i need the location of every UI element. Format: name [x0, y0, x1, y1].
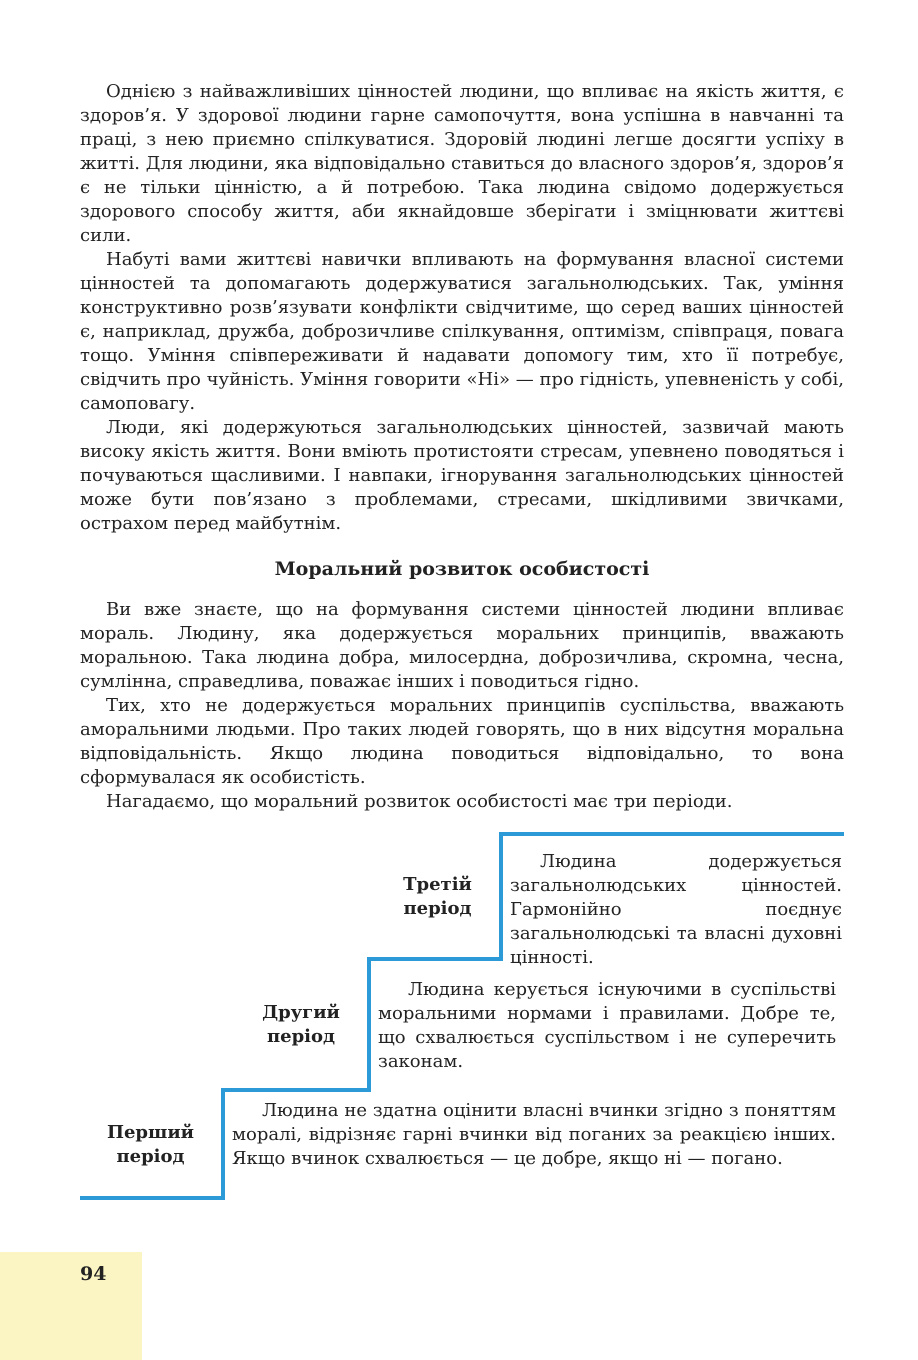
- page-number: 94: [80, 1263, 107, 1285]
- intro-paragraph-2: Набуті вами життєві навички впливають на формування власної системи цінностей та допомагають додержуватися загальнолюдських. Так, уміння конструктивно розв’язувати конфлікти свідчитиме, що серед ваших цінностей є, наприклад, дружба, доброзичливе спілкування, оптимізм, співпраця, повага тощо. Уміння співпереживати й надавати допомогу тим, хто її потребує, свідчить про чуйність. Уміння говорити «Ні» — про гідність, упевненість у собі, самоповагу.: [80, 249, 844, 414]
- second-period-label: Другий період: [262, 1002, 340, 1047]
- first-period-text: Людина не здатна оцінити власні вчинки згідно з поняттям моралі, відрізняє гарні вчинки від поганих за реакцією інших. Якщо вчинок схвалюється — це добре, якщо ні — погано.: [232, 1100, 836, 1169]
- section-paragraph-3: Нагадаємо, що моральний розвиток особистості має три періоди.: [106, 791, 733, 812]
- moral-development-stairs-diagram: [80, 832, 844, 1202]
- main-text: [80, 80, 844, 814]
- intro-paragraph-1: Однією з найважливіших цінностей людини, що впливає на якість життя, є здоров’я. У здорової людини гарне самопочуття, вона успішна в навчанні та праці, з нею приємно спілкуватися. Здоровій людині легше досягти успіху в житті. Для людини, яка відповідально ставиться до власного здоров’я, здоров’я є не тільки цінністю, а й потребою. Така людина свідомо додержується здорового способу життя, аби якнайдовше зберігати і зміцнювати життєві сили.: [80, 81, 844, 246]
- section-heading: Моральний розвиток особистості: [274, 558, 650, 580]
- second-period-text: Людина керується існуючими в суспільстві моральними нормами і правилами. Добре те, що схвалюється суспільством і не суперечить законам.: [378, 979, 836, 1072]
- first-period-label: Перший період: [106, 1122, 195, 1167]
- third-period-label: Третій період: [403, 874, 472, 919]
- page-corner-tab: [0, 1252, 142, 1360]
- intro-paragraph-3: Люди, які додержуються загальнолюдських цінностей, зазвичай мають високу якість життя. Вони вміють протистояти стресам, упевнено поводяться і почуваються щасливими. І навпаки, ігнорування загальнолюдських цінностей може бути пов’язано з проблемами, стресами, шкідливими звичками, острахом перед майбутнім.: [80, 417, 844, 534]
- section-paragraph-1: Ви вже знаєте, що на формування системи цінностей людини впливає мораль. Людину, яка додержується моральних принципів, вважають моральною. Така людина добра, милосердна, доброзичлива, скромна, чесна, сумлінна, справедлива, поважає інших і поводиться гідно.: [80, 599, 844, 692]
- section-paragraph-2: Тих, хто не додержується моральних принципів суспільства, вважають аморальними людьми. Про таких людей говорять, що в них відсутня моральна відповідальність. Якщо людина поводиться відповідально, то вона сформувалася як особистість.: [80, 695, 844, 788]
- third-period-text: Людина додержується загальнолюдських цінностей. Гармонійно поєднує загальнолюдські та власні духовні цінності.: [510, 851, 842, 968]
